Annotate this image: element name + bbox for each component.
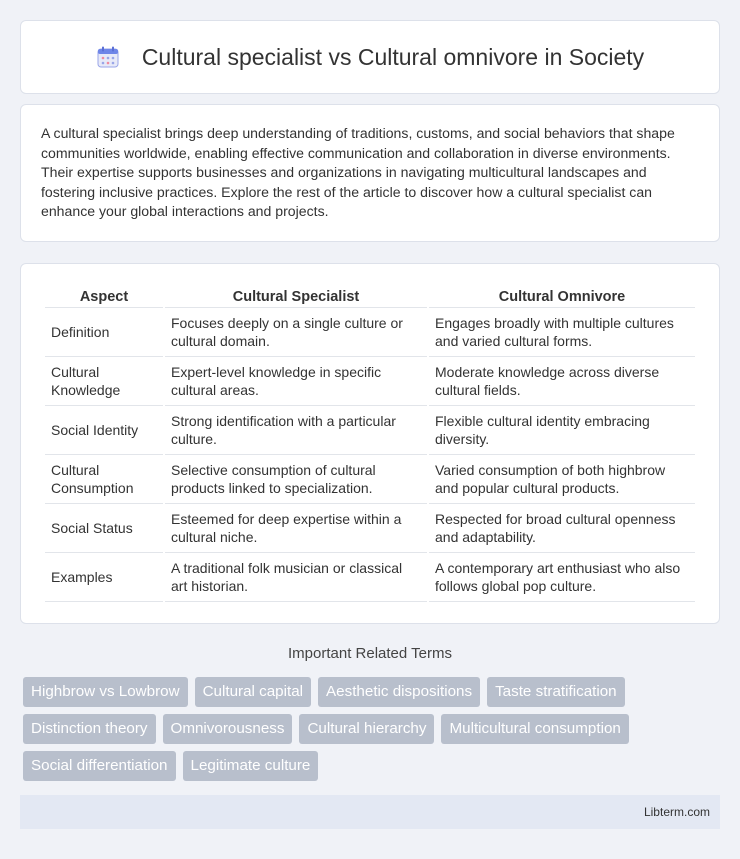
table-row	[45, 308, 695, 357]
title-card	[20, 20, 720, 94]
omnivore-cell: Varied consumption of both highbrow and popular cultural products.	[429, 455, 695, 504]
table-header-row	[45, 286, 695, 308]
related-term-tag[interactable]: Cultural capital	[195, 677, 311, 707]
table-row	[45, 553, 695, 602]
specialist-cell: A traditional folk musician or classical art historian.	[165, 553, 427, 602]
omnivore-cell: A contemporary art enthusiast who also follows global pop culture.	[429, 553, 695, 602]
column-header-omnivore: Cultural Omnivore	[429, 286, 695, 308]
related-terms-list	[23, 677, 723, 781]
omnivore-cell: Moderate knowledge across diverse cultural fields.	[429, 357, 695, 406]
table-row	[45, 406, 695, 455]
related-term-tag[interactable]: Taste stratification	[487, 677, 625, 707]
related-term-tag[interactable]: Cultural hierarchy	[299, 714, 434, 744]
aspect-cell: Cultural Knowledge	[45, 357, 163, 406]
calendar-icon	[96, 45, 120, 69]
omnivore-cell: Respected for broad cultural openness and adaptability.	[429, 504, 695, 553]
table-row	[45, 357, 695, 406]
related-term-tag[interactable]: Omnivorousness	[163, 714, 293, 744]
related-term-tag[interactable]: Highbrow vs Lowbrow	[23, 677, 188, 707]
table-row	[45, 504, 695, 553]
specialist-cell: Strong identification with a particular culture.	[165, 406, 427, 455]
specialist-cell: Esteemed for deep expertise within a cultural niche.	[165, 504, 427, 553]
footer-brand-link[interactable]: Libterm.com	[643, 805, 710, 819]
related-term-tag[interactable]: Multicultural consumption	[441, 714, 628, 744]
aspect-cell: Social Status	[45, 504, 163, 553]
comparison-table	[43, 286, 697, 602]
intro-card	[20, 104, 720, 242]
specialist-cell: Focuses deeply on a single culture or cultural domain.	[165, 308, 427, 357]
specialist-cell: Expert-level knowledge in specific cultural areas.	[165, 357, 427, 406]
related-term-tag[interactable]: Aesthetic dispositions	[318, 677, 480, 707]
omnivore-cell: Engages broadly with multiple cultures and varied cultural forms.	[429, 308, 695, 357]
related-term-tag[interactable]: Social differentiation	[23, 751, 176, 781]
aspect-cell: Examples	[45, 553, 163, 602]
comparison-table-card	[20, 263, 720, 624]
column-header-specialist: Cultural Specialist	[165, 286, 427, 308]
related-term-tag[interactable]: Legitimate culture	[183, 751, 319, 781]
aspect-cell: Definition	[45, 308, 163, 357]
intro-text: A cultural specialist brings deep understanding of traditions, customs, and social behaviors that shape communities worldwide, enabling effective communication and collaboration in diverse environments. Their expertise supports businesses and organizations in navigating multicultural landscapes and fostering inclusive practices. Explore the rest of the article to discover how a cultural specialist can enhance your global interactions and projects.	[41, 125, 675, 220]
specialist-cell: Selective consumption of cultural products linked to specialization.	[165, 455, 427, 504]
aspect-cell: Cultural Consumption	[45, 455, 163, 504]
page-title: Cultural specialist vs Cultural omnivore in Society	[141, 43, 645, 70]
table-row	[45, 455, 695, 504]
related-term-tag[interactable]: Distinction theory	[23, 714, 156, 744]
omnivore-cell: Flexible cultural identity embracing diversity.	[429, 406, 695, 455]
related-terms-title: Important Related Terms	[288, 645, 452, 662]
aspect-cell: Social Identity	[45, 406, 163, 455]
column-header-aspect: Aspect	[45, 286, 163, 308]
footer	[20, 795, 720, 829]
